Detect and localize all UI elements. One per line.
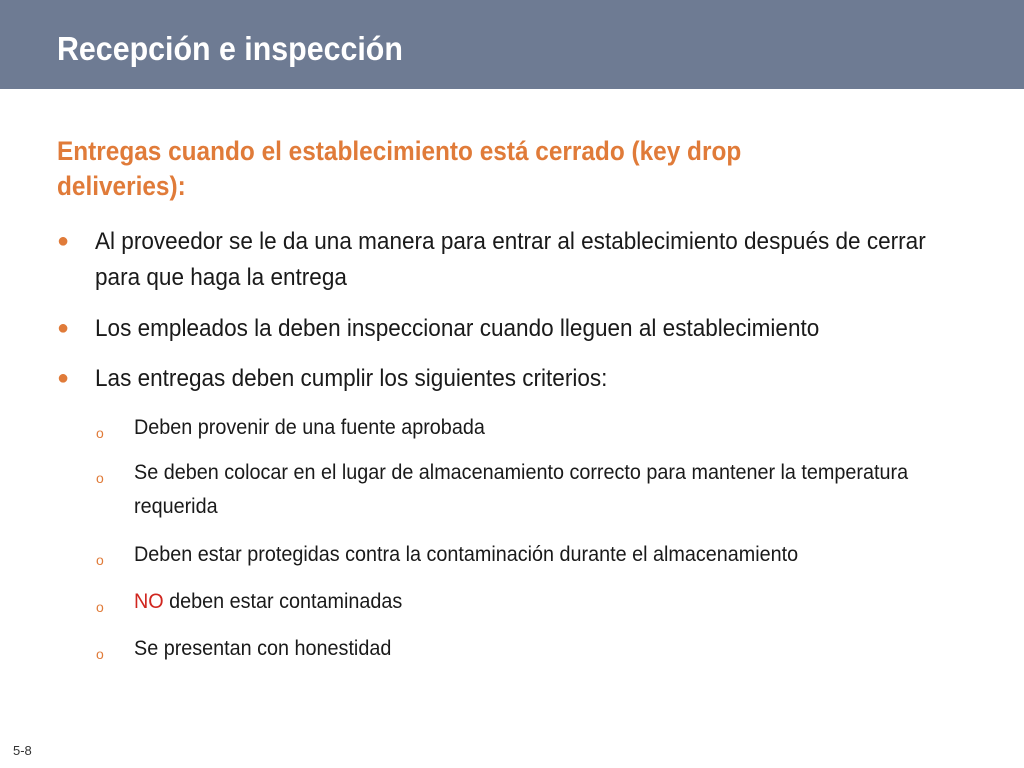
- slide-title: Recepción e inspección: [57, 30, 403, 67]
- bullet-marker: ●: [57, 317, 70, 339]
- sub-bullet-text: Deben estar protegidas contra la contaminación durante el almacenamiento: [134, 542, 799, 566]
- sub-bullet-text: [134, 584, 934, 618]
- sub-bullet-marker: o: [96, 599, 104, 615]
- sub-bullet-rest: deben estar contaminadas: [163, 589, 403, 613]
- sub-bullet-marker: o: [96, 425, 104, 441]
- bullet-text: Las entregas deben cumplir los siguientes criterios:: [95, 365, 608, 392]
- slide-subtitle: Entregas cuando el establecimiento está cerrado (key drop deliveries):: [57, 136, 742, 201]
- sub-bullet-text: Se presentan con honestidad: [134, 636, 392, 660]
- sub-bullet-text: Deben provenir de una fuente aprobada: [134, 415, 485, 439]
- bullet-marker: ●: [57, 367, 70, 389]
- page-number: 5-8: [13, 743, 32, 758]
- emphasis-no: NO: [134, 589, 164, 613]
- sub-bullet-marker: o: [96, 470, 104, 486]
- sub-bullet-marker: o: [96, 646, 104, 662]
- bullet-text: Los empleados la deben inspeccionar cuando lleguen al establecimiento: [95, 315, 820, 342]
- bullet-text: Al proveedor se le da una manera para entrar al establecimiento después de cerrar para que haga la entrega: [95, 228, 926, 291]
- sub-bullet-text: Se deben colocar en el lugar de almacenamiento correcto para mantener la temperatura requerida: [134, 460, 909, 518]
- bullet-marker: ●: [57, 230, 70, 252]
- title-bar: [0, 0, 1024, 89]
- sub-bullet-marker: o: [96, 552, 104, 568]
